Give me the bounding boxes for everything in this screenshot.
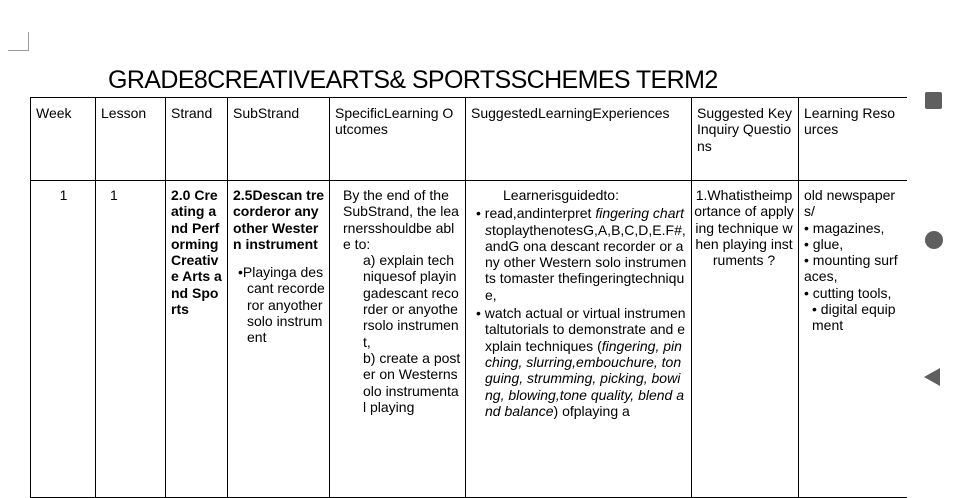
resource-1: old newspapers/ xyxy=(804,187,896,220)
cell-strand: 2.0 Creating and Performing Creative Arts and Sports xyxy=(166,181,228,498)
resource-6: • digital equipment xyxy=(812,301,896,334)
exp1-italic: fingering charts xyxy=(485,205,685,238)
cell-experiences xyxy=(466,181,692,498)
cell-substrand xyxy=(228,181,330,498)
cell-questions: 1.Whatistheimportance of applying technique when playing instruments ? xyxy=(692,181,799,498)
document-title: GRADE8CREATIVEARTS& SPORTSSCHEMES TERM2 xyxy=(108,66,718,94)
exp1-pre: • read,andinterpret xyxy=(476,205,596,222)
scheme-of-work-table xyxy=(30,97,907,498)
cell-resources xyxy=(799,181,907,498)
header-lesson: Lesson xyxy=(96,98,166,181)
cell-week: 1 xyxy=(31,181,96,498)
experience-2 xyxy=(471,305,687,419)
resource-2: • magazines, xyxy=(804,219,885,236)
cell-lesson: 1 xyxy=(96,181,166,498)
header-week: Week xyxy=(31,98,96,181)
back-triangle-icon[interactable] xyxy=(924,368,940,386)
substrand-bullet: •Playinga descant recorderor anyother solo instrument xyxy=(238,264,325,346)
header-experiences: SuggestedLearningExperiences xyxy=(466,98,692,181)
circle-icon[interactable] xyxy=(925,231,943,249)
resource-4: • mounting surfaces, xyxy=(804,252,898,285)
header-substrand: SubStrand xyxy=(228,98,330,181)
header-resources: Learning Resources xyxy=(799,98,907,181)
exp2-pre: • watch actual or virtual instrumentaltutorials to demonstrate and explain techniques ( xyxy=(476,305,686,354)
table-row xyxy=(31,181,907,498)
substrand-title: 2.5Descan trecorderor any other Western instrument xyxy=(233,187,325,252)
header-row xyxy=(31,98,907,181)
header-questions: Suggested Key Inquiry Questions xyxy=(692,98,799,181)
header-outcomes: SpecificLearning Outcomes xyxy=(330,98,466,181)
outcome-b: b) create a poster on Westernsolo instrumental playing xyxy=(363,349,461,415)
cell-outcomes xyxy=(330,181,466,498)
exp1-post: toplaythenotesG,A,B,C,D,E.F#,andG ona descant recorder or any other Western solo instruments tomaster thefingeringtechnique, xyxy=(485,221,687,303)
resource-5: • cutting tools, xyxy=(804,284,892,301)
experiences-intro: Learnerisguidedto: xyxy=(503,187,619,203)
exp2-post: ) ofplaying a xyxy=(553,402,630,419)
header-strand: Strand xyxy=(166,98,228,181)
square-icon[interactable] xyxy=(925,92,942,109)
exp2-italic: fingering, pinching, slurring,embouchure, tonguing, strumming, picking, bowing, blowing,tone quality, blend and balance xyxy=(485,337,684,419)
outcome-a: a) explain techniquesof playingadescant recorder or anyothersolo instrument, xyxy=(363,252,459,350)
resource-3: • glue, xyxy=(804,235,844,252)
page-corner-mark xyxy=(8,32,29,51)
experience-1 xyxy=(471,205,687,303)
outcomes-intro: By the end of the SubStrand, the learnersshouldbe able to: xyxy=(343,187,459,252)
